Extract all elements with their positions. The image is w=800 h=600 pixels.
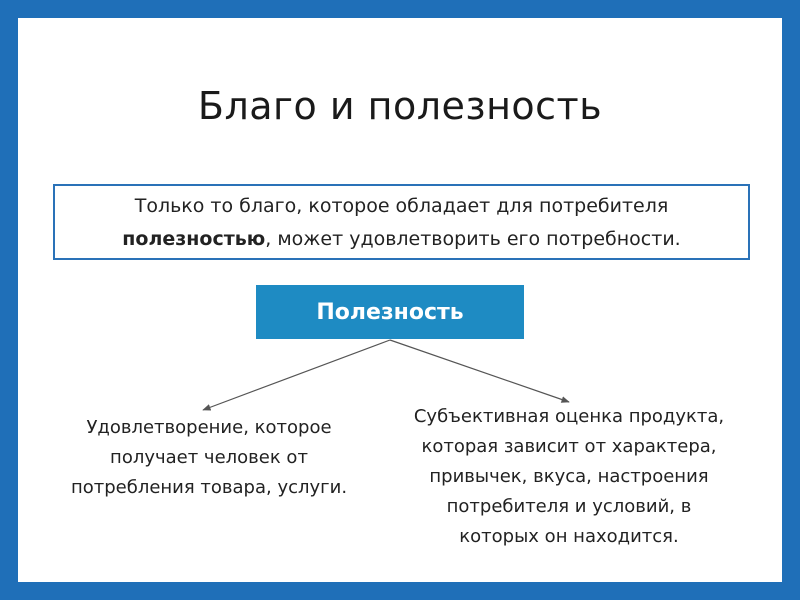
branch-left-line: Удовлетворение, которое — [86, 417, 332, 438]
arrow-to-left-branch — [203, 340, 390, 410]
branch-left-text — [44, 413, 374, 503]
branch-right-line: Субъективная оценка продукта, — [413, 406, 725, 427]
branch-right-line: привычек, вкуса, настроения — [429, 466, 709, 487]
branch-left-line: потребления товара, услуги. — [70, 477, 348, 498]
branch-left-line: получает человек от — [110, 447, 308, 468]
concept-label: Полезность — [316, 299, 464, 325]
branch-right-line: которых он находится. — [459, 526, 679, 547]
definition-line-1: Только то благо, которое обладает для потребителя — [134, 195, 669, 217]
definition-line-2-rest: , может удовлетворить его потребности. — [265, 228, 681, 250]
branch-right-line: потребителя и условий, в — [446, 496, 692, 517]
slide-title: Благо и полезность — [197, 84, 603, 128]
definition-bold-term: полезностью — [122, 228, 266, 250]
branch-right-line: которая зависит от характера, — [421, 436, 717, 457]
branch-right-text — [383, 402, 755, 552]
arrow-to-right-branch — [390, 340, 569, 402]
